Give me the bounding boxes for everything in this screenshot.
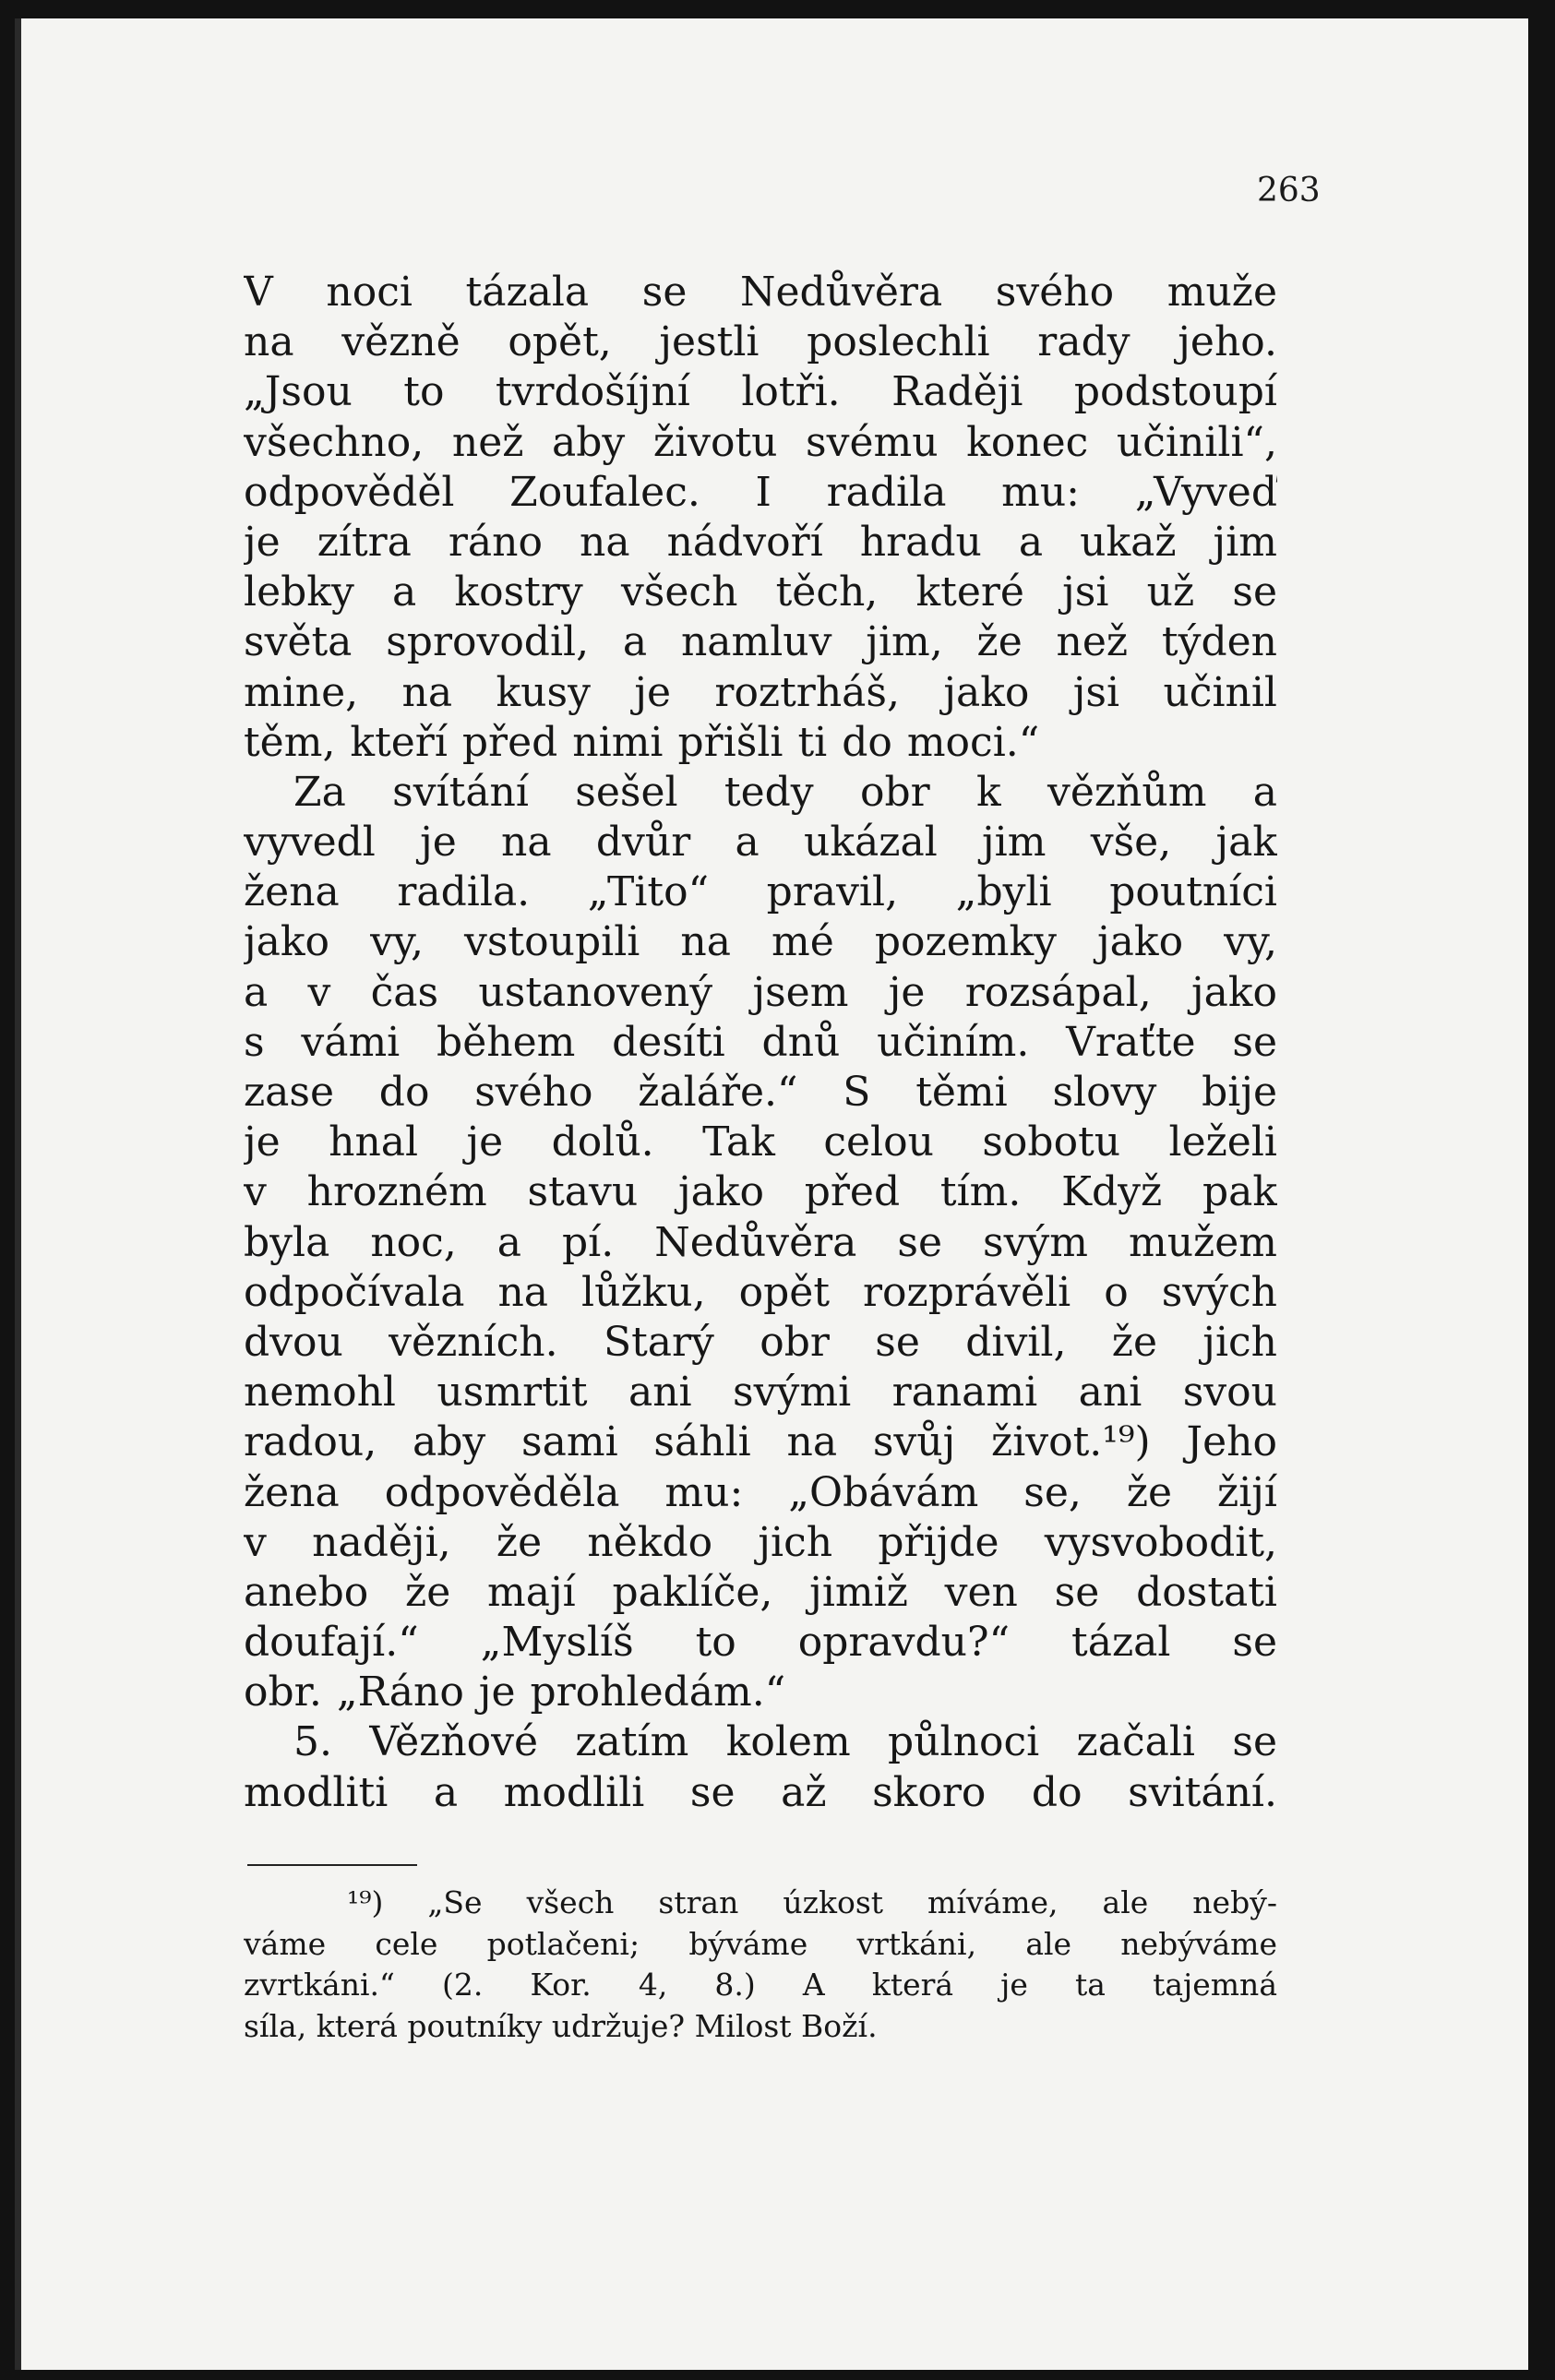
footnote-line: ¹⁹) „Se všech stran úzkost míváme, ale nebý- (347, 1884, 1277, 1920)
text-line: odpočívala na lůžku, opět rozprávěli o svých (244, 1268, 1277, 1316)
body-text (244, 268, 1277, 1818)
text-line: na vězně opět, jestli poslechli rady jeho. (244, 318, 1277, 366)
text-line: anebo že mají paklíče, jimiž ven se dostati (244, 1568, 1277, 1616)
text-line: modliti a modlili se až skoro do svitání. (244, 1768, 1277, 1816)
text-line: „Jsou to tvrdošíjní lotři. Raději podstoupí (244, 368, 1277, 416)
text-line: lebky a kostry všech těch, které jsi už se (244, 568, 1277, 616)
text-line: je zítra ráno na nádvoří hradu a ukaž jim (244, 518, 1277, 566)
text-line: a v čas ustanovený jsem je rozsápal, jako (244, 968, 1277, 1016)
footnote-divider (247, 1864, 417, 1866)
text-line: s vámi během desíti dnů učiním. Vraťte se (244, 1018, 1277, 1066)
text-line: těm, kteří před nimi přišli ti do moci.“ (244, 718, 1040, 766)
text-line: odpověděl Zoufalec. I radila mu: „Vyveď (244, 468, 1277, 516)
footnote (244, 1883, 1277, 2047)
text-line: vyvedl je na dvůr a ukázal jim vše, jak (244, 819, 1277, 867)
paragraph-start-line: Za svítání sešel tedy obr k vězňům a (293, 768, 1277, 816)
text-line: světa sprovodil, a namluv jim, že než týden (244, 618, 1277, 666)
text-line: nemohl usmrtit ani svými ranami ani svou (244, 1369, 1277, 1417)
text-line: mine, na kusy je roztrháš, jako jsi učinil (244, 668, 1277, 716)
text-line: žena radila. „Tito“ pravil, „byli poutníci (244, 868, 1277, 916)
text-line: žena odpověděla mu: „Obávám se, že žijí (244, 1468, 1277, 1516)
page-number: 263 (1257, 172, 1321, 209)
text-line: v naději, že někdo jich přijde vysvobodit, (244, 1518, 1277, 1566)
text-line: obr. „Ráno je prohledám.“ (244, 1668, 786, 1716)
page-gutter-edge (15, 18, 21, 2370)
footnote-line: síla, která poutníky udržuje? Milost Boží. (244, 2007, 878, 2044)
text-line: V noci tázala se Nedůvěra svého muže (244, 269, 1277, 316)
text-line: doufají.“ „Myslíš to opravdu?“ tázal se (244, 1619, 1277, 1667)
text-line: byla noc, a pí. Nedůvěra se svým mužem (244, 1218, 1277, 1266)
footnote-line: zvrtkáni.“ (2. Kor. 4, 8.) A která je ta tajemná (244, 1967, 1277, 2003)
footnote-line: váme cele potlačeni; býváme vrtkáni, ale nebýváme (244, 1925, 1277, 1962)
text-line: jako vy, vstoupili na mé pozemky jako vy, (244, 918, 1277, 966)
text-line: v hrozném stavu jako před tím. Když pak (244, 1168, 1277, 1216)
text-line: všechno, než aby životu svému konec učinili“, (244, 418, 1277, 466)
text-line: dvou vězních. Starý obr se divil, že jich (244, 1318, 1277, 1366)
text-line: zase do svého žaláře.“ S těmi slovy bije (244, 1069, 1277, 1116)
paragraph-start-line: 5. Vězňové zatím kolem půlnoci začali se (293, 1718, 1277, 1766)
text-line: radou, aby sami sáhli na svůj život.¹⁹) Jeho (244, 1418, 1277, 1466)
text-line: je hnal je dolů. Tak celou sobotu leželi (244, 1118, 1277, 1166)
